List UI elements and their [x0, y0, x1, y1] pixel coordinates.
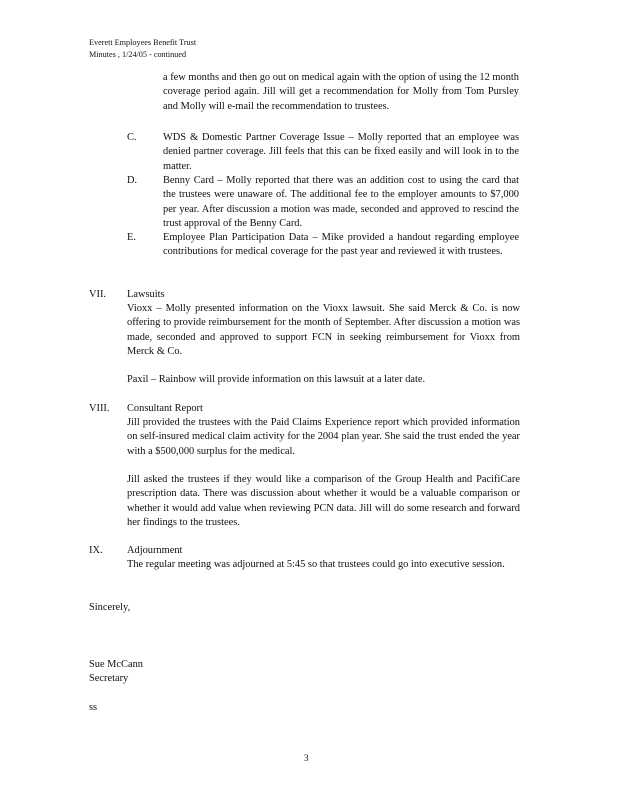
section-viii-paragraph-1	[127, 416, 520, 459]
header-subtitle: Minutes , 1/24/05 - continued	[89, 50, 187, 59]
section-vii-paragraph-1	[127, 302, 520, 359]
item-c-letter: C.	[127, 132, 137, 143]
section-vii-title: Lawsuits	[127, 289, 165, 300]
section-viii-paragraph-2	[127, 473, 520, 530]
continued-text: a few months and then go out on medical again with the option of using the 12 month coverage period again. Jill will get a recommendation for Molly from Tom Pursley and Molly will e-mail the recommendation to trustees.	[163, 72, 519, 112]
signature-name: Sue McCann	[89, 659, 143, 670]
section-ix-text-1: The regular meeting was adjourned at 5:45 so that trustees could go into executive session.	[127, 559, 505, 570]
item-c-text: WDS & Domestic Partner Coverage Issue – Molly reported that an employee was denied partner coverage. Jill feels that this can be fixed easily and will look in to the matter.	[163, 132, 519, 172]
item-d	[163, 174, 519, 231]
header-title: Everett Employees Benefit Trust	[89, 38, 197, 47]
item-e	[163, 231, 519, 260]
item-e-text: Employee Plan Participation Data – Mike provided a handout regarding employee contributions for medical coverage for the past year and reviewed it with trustees.	[163, 232, 519, 258]
item-d-letter: D.	[127, 175, 138, 186]
section-vii-text-2: Paxil – Rainbow will provide information on this lawsuit at a later date.	[127, 374, 426, 385]
page-header	[89, 37, 196, 61]
section-ix-numeral: IX.	[89, 545, 103, 556]
section-ix-title: Adjournment	[127, 545, 183, 556]
section-ix-paragraph-1	[127, 558, 520, 572]
typist-initials: ss	[89, 702, 98, 713]
section-viii-numeral: VIII.	[89, 403, 110, 414]
page-number: 3	[304, 753, 309, 763]
closing: Sincerely,	[89, 602, 131, 613]
continued-paragraph	[163, 71, 519, 114]
section-vii-paragraph-2	[127, 373, 520, 387]
section-viii-title: Consultant Report	[127, 403, 203, 414]
item-e-letter: E.	[127, 232, 136, 243]
signature-title: Secretary	[89, 673, 129, 684]
item-c	[163, 131, 519, 174]
item-d-text: Benny Card – Molly reported that there was an addition cost to using the card that the trustees were unaware of. The additional fee to the employer amounts to $7,000 per year. After discussion a motion was made, seconded and approved to rescind the trust approval of the Benny Card.	[163, 175, 519, 229]
section-viii-text-2: Jill asked the trustees if they would like a comparison of the Group Health and PacifiCare prescription data. There was discussion about whether it would be a valuable comparison or whether it would add value when reviewing PCN data. Jill will do some research and forward her findings to the trustees.	[127, 474, 520, 528]
section-vii-numeral: VII.	[89, 289, 107, 300]
section-viii-text-1: Jill provided the trustees with the Paid Claims Experience report which provided information on self-insured medical claim activity for the 2004 plan year. She said the trust ended the year with a $500,000 surplus for the medical.	[127, 417, 520, 457]
section-vii-text-1: Vioxx – Molly presented information on the Vioxx lawsuit. She said Merck & Co. is now offering to provide reimbursement for the month of September. After discussion a motion was made, seconded and approved to support FCN in seeking reimbursement for Vioxx from Merck & Co.	[127, 303, 520, 357]
